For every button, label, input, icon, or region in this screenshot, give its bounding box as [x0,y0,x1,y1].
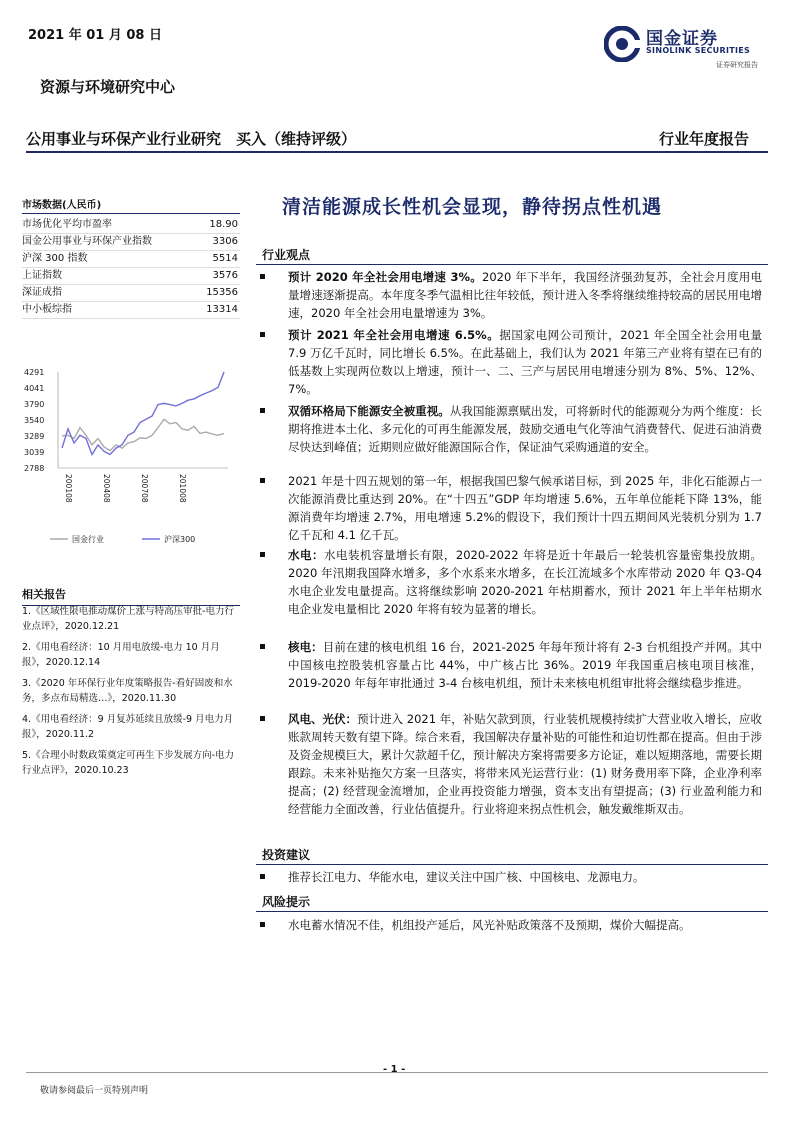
report-type: 行业年度报告 [658,130,749,148]
related-report-item[interactable]: 1.《区域性限电推动煤价上涨与特高压审批-电力行业点评》，2020.12.21 [22,606,234,632]
industry-rating-line: 公用事业与环保产业行业研究 买入（维持评级） [26,130,357,148]
invest-text: 推荐长江电力、华能水电，建议关注中国广核、中国核电、龙源电力。 [288,870,645,884]
footer-divider [26,1072,768,1073]
report-title: 清洁能源成长性机会显现，静待拐点性机遇 [282,196,663,218]
section-rule [256,911,768,912]
paragraph-text: 目前在建的核电机组 16 台，2021-2025 年每年预计将有 2-3 台机组投产并网。其中中国核电控股装机容量占比 44%，中广核占比 36%。2019 年我国重启核电项目核准，2019-2020 年每年审批通过 3-4 台核电机组，预计未来核电机组审批将会继续稳步推进。 [288,640,763,690]
market-value: 18.90 [209,219,238,230]
market-label: 国金公用事业与环保产业指数 [22,236,152,247]
market-value: 5514 [212,253,238,264]
market-data-title: 市场数据(人民币) [22,196,240,214]
bullet-icon [260,716,265,721]
market-value: 15356 [206,287,238,298]
page-number: - 1 - [383,1064,406,1075]
x-tick-label: 200408 [102,474,111,503]
market-row [22,268,240,285]
y-tick-label: 3039 [24,447,45,457]
invest-paragraph [262,868,762,886]
research-center: 资源与环境研究中心 [40,78,176,96]
y-tick-label: 3540 [24,415,45,425]
bullet-icon [260,408,265,413]
market-label: 上证指数 [22,270,62,281]
paragraph-lead: 预计 2020 年全社会用电增速 3%。 [288,270,483,284]
bullet-icon [260,874,265,879]
logo-text-cn: 国金证券 [646,29,718,49]
market-value: 3576 [212,270,238,281]
paragraph [262,326,762,398]
related-report-item[interactable]: 4.《用电看经济：9 月复苏延续且放缓-9 月电力月报》，2020.11.2 [22,714,234,740]
related-reports-list [22,604,240,784]
paragraph [262,638,762,692]
bullet-icon [260,922,265,927]
bullet-icon [260,644,265,649]
paragraph-text: 据国家电网公司预计，2021 年全国全社会用电量 7.9 万亿千瓦时，同比增长 6.5%。在此基础上，我们认为 2021 年第三产业将有望在已有的低基数上实现两位数以上增速，预计一、二、三产与居民用电增速分别为 8%、5%、12%、7%。 [288,328,762,396]
market-value: 3306 [212,236,238,247]
market-row [22,251,240,268]
risk-paragraph [262,916,762,934]
paragraph [262,268,762,322]
market-data-panel [22,196,240,319]
y-tick-label: 3289 [24,432,45,441]
paragraph-text: 2020 年下半年，我国经济强劲复苏，全社会月度用电量增速逐渐提高。本年度冬季气温相比往年较低，预计进入冬季将继续维持较高的居民用电增速，2020 年全社会用电量增速为 3%。 [288,270,762,320]
paragraph-text: 从我国能源禀赋出发，可将新时代的能源观分为两个维度：长期将推进本土化、多元化的可再生能源发展，鼓励交通电气化等油气消费替代、促进石油消费尽快达到峰值；近期则应做好能源国际合作，保证油气采购通道的安全。 [288,404,762,454]
legend-label: 沪深300 [164,535,196,544]
market-value: 13314 [206,304,238,315]
x-tick-label: 201008 [178,474,187,503]
sinolink-logo-icon [604,26,640,62]
y-tick-label: 3790 [24,400,45,409]
section-rule [256,264,768,265]
paragraph-text: 预计进入 2021 年，补贴欠款到顶，行业装机规模持续扩大营业收入增长，应收账款周转天数有望下降。综合来看，我国解决存量补贴的可能性和迫切性都在提高。但由于涉及资金规模巨大，累计欠款超千亿，预计解决方案将需要多方论证，难以短期落地，需要长期跟踪。未来补贴拖欠方案一旦落实，将带来风光运营行业：(1) 财务费用率下降，企业净利率提高；(2) 经营现金流增加，企业再投资能力增强，资本支出有望提高；(3) 行业盈利能力和经营能力全面改善，行业估值提升。行业将迎来拐点性机会，触发戴维斯双击。 [288,712,763,816]
y-tick-label: 4291 [24,368,45,377]
market-label: 深证成指 [22,287,62,298]
bullet-icon [260,478,265,483]
y-tick-label: 4041 [24,383,45,393]
index-performance-chart [22,364,240,554]
paragraph [262,546,762,618]
logo-text-en: SINOLINK SECURITIES [646,46,751,55]
section-heading-risk: 风险提示 [262,895,311,909]
section-heading-invest: 投资建议 [262,848,311,862]
section-rule [256,864,768,865]
y-tick-label: 2788 [24,464,45,473]
bullet-icon [260,552,265,557]
market-label: 中小板综指 [22,304,72,315]
paragraph [262,710,762,818]
paragraph-lead: 水电： [288,548,324,562]
report-date: 2021 年 01 月 08 日 [28,28,162,43]
section-heading-view: 行业观点 [262,248,311,262]
related-report-item[interactable]: 5.《合理小时数政策奠定可再生下步发展方向-电力行业点评》，2020.10.23 [22,750,234,776]
bullet-icon [260,274,265,279]
legend-label: 国金行业 [72,535,104,544]
series-line-0 [62,419,224,450]
related-report-item[interactable]: 2.《用电看经济：10 月用电放缓-电力 10 月月报》，2020.12.14 [22,642,220,668]
market-row [22,302,240,319]
risk-text: 水电蓄水情况不佳，机组投产延后，风光补贴政策落不及预期，煤价大幅提高。 [288,918,691,932]
bullet-icon [260,332,265,337]
x-tick-label: 200708 [140,474,149,503]
logo-subtitle: 证券研究报告 [716,61,758,69]
market-row [22,285,240,302]
x-tick-label: 200108 [64,474,73,503]
paragraph-lead: 双循环格局下能源安全被重视。 [288,404,450,418]
market-row [22,234,240,251]
related-report-item[interactable]: 3.《2020 年环保行业年度策略报告-看好固废和水务，多点布局精选…》，2020.11.30 [22,678,233,704]
related-reports-title: 相关报告 [22,586,240,606]
market-row [22,217,240,234]
header-divider [26,151,768,153]
paragraph [262,402,762,456]
paragraph-lead: 核电： [288,640,323,654]
footer-disclaimer: 敬请参阅最后一页特别声明 [40,1086,149,1096]
paragraph-lead: 预计 2021 年全社会用电增速 6.5%。 [288,328,500,342]
paragraph-text: 水电装机容量增长有限，2020-2022 年将是近十年最后一轮装机容量密集投放期。2020 年汛期我国降水增多，多个水系来水增多，在长江流域多个水库带动 2020 年 Q3-Q4 水电企业发电量提高。这将继续影响 2020-2021 年枯期蓄水，预计 2021 年上半年枯期水电企业发电量相比 2020 年将有较为显著的增长。 [288,548,763,616]
market-label: 市场优化平均市盈率 [22,219,112,230]
series-line-1 [62,372,224,455]
paragraph-text: 2021 年是十四五规划的第一年，根据我国巴黎气候承诺目标，到 2025 年，非化石能源占一次能源消费比重达到 20%。在“十四五”GDP 年均增速 5.6%，五年单位能耗下降 13%，能源消费年均增速 2.7%，用电增速 5.2%的假设下，我们预计十四五期间风光装机分别为 1.7 亿千瓦和 4.1 亿千瓦。 [288,474,762,542]
paragraph [262,472,762,544]
paragraph-lead: 风电、光伏： [288,712,358,726]
market-label: 沪深 300 指数 [22,253,88,264]
